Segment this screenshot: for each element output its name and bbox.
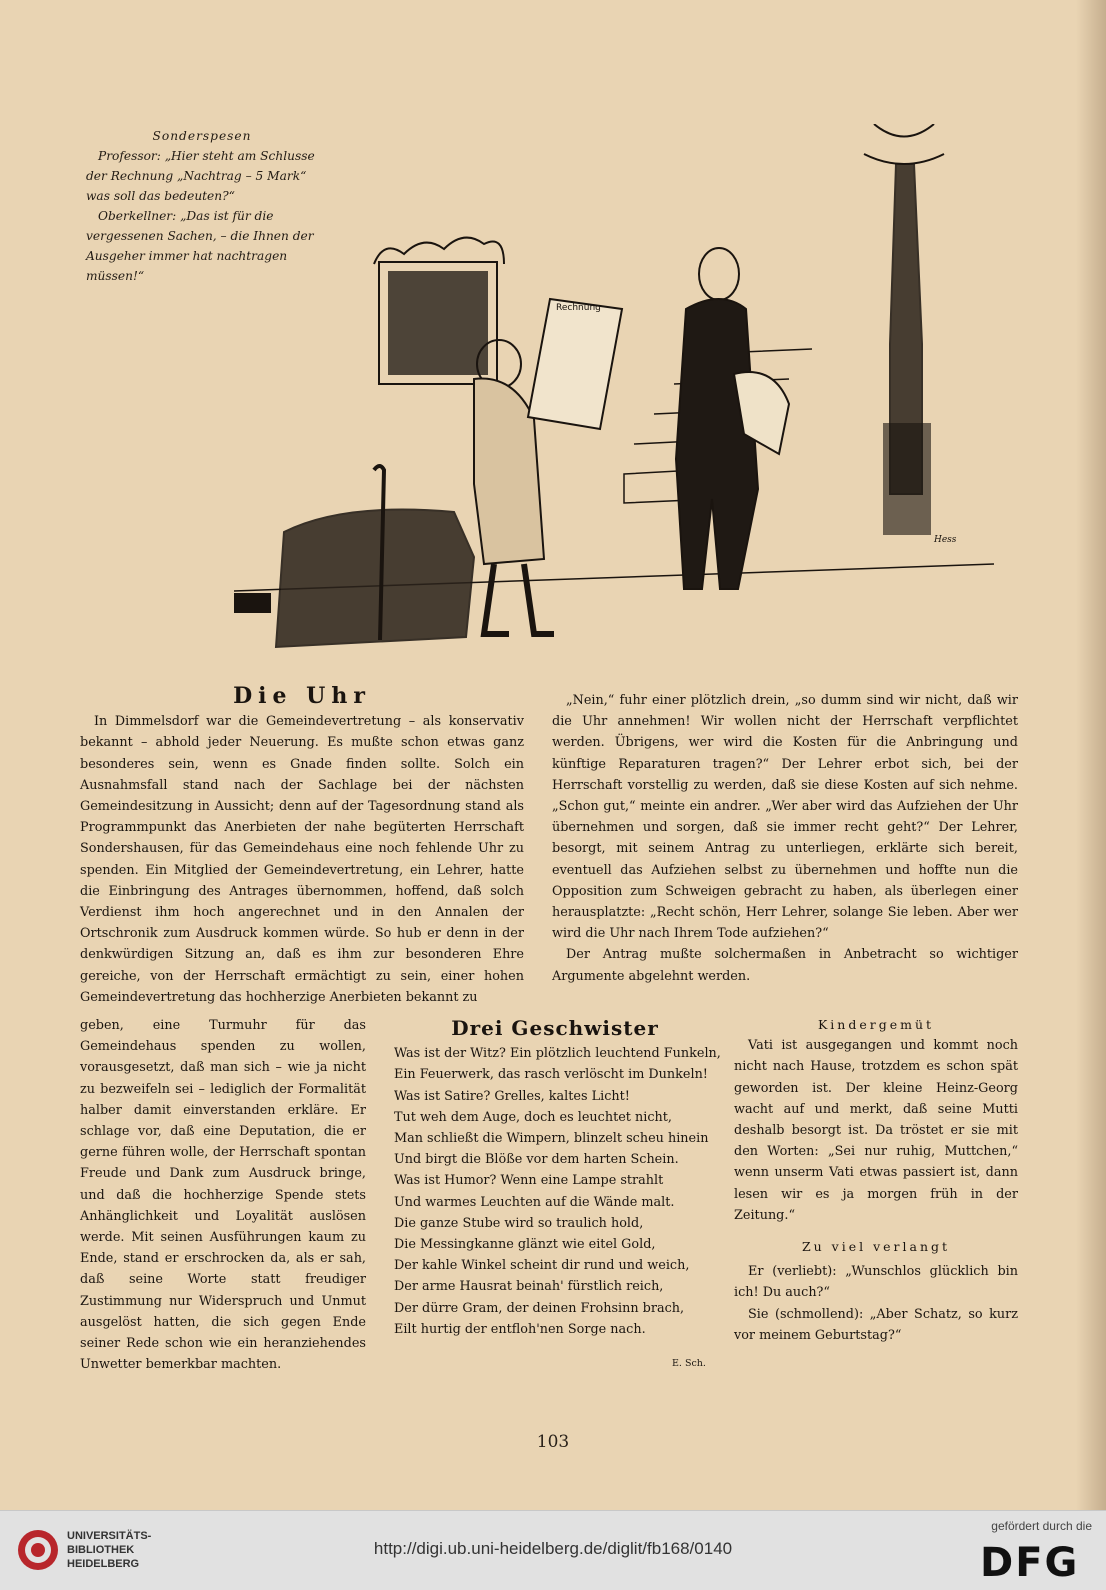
poem-line: Der dürre Gram, der deinen Frohsinn brach, xyxy=(394,1300,685,1316)
article-die-uhr xyxy=(80,683,524,1008)
article-paragraph: „Nein,“ fuhr einer plötzlich drein, „so dumm sind wir nicht, daß wir die Uhr annehmen! Wir wollen nicht der Herrschaft verpflichtet werden. Übrigens, wer wird die Kosten für die Anbringung und künftige Reparaturen tragen?“ Der Lehrer erbot sich, bei der Herrschaft vorstellig zu werden, daß sie diese Kosten auf sich nehme. „Schon gut,“ meinte ein andrer. „Wer aber wird das Aufziehen der Uhr übernehmen und sorgen, daß sie immer recht geht?“ Der Lehrer, besorgt, mit seinem Antrag zu unterliegen, erklärte sich bereit, eventuell das Aufziehen selbst zu übernehmen und hoffte nun die Opposition zum Schweigen gebracht zu haben, als überlegen einer herausplatzte: „Recht schön, Herr Lehrer, solange Sie leben. Aber wer wird die Uhr nach Ihrem Tode aufziehen?“ xyxy=(552,693,1018,942)
trunk xyxy=(276,510,474,648)
funding-note: gefördert durch die xyxy=(991,1519,1092,1533)
dialogue-line: Sie (schmollend): „Aber Schatz, so kurz vor meinem Geburtstag?“ xyxy=(734,1306,1018,1343)
poem-line: Tut weh dem Auge, doch es leuchtet nicht, xyxy=(394,1109,672,1125)
dialogue-line: Er (verliebt): „Wunschlos glücklich bin ich! Du auch?“ xyxy=(734,1264,1018,1301)
poem-line: Man schließt die Wimpern, blinzelt scheu hinein xyxy=(394,1131,709,1147)
poem-line: Der kahle Winkel scheint dir rund und weich, xyxy=(394,1258,690,1274)
top-hat xyxy=(234,594,270,612)
caption-line: Oberkellner: „Das ist für die vergessenen Sachen, – die Ihnen der Ausgeher immer hat nachtragen müssen!“ xyxy=(86,209,314,283)
library-name-line: BIBLIOTHEK xyxy=(67,1544,135,1556)
waiter-head xyxy=(699,248,739,300)
poem-line: Die Messingkanne glänzt wie eitel Gold, xyxy=(394,1237,656,1253)
poem-line: Der arme Hausrat beinah' fürstlich reich, xyxy=(394,1279,664,1295)
article-paragraph: Der Antrag mußte solchermaßen in Anbetracht so wichtiger Argumente abgelehnt werden. xyxy=(552,947,1018,984)
caption-title: Sonderspesen xyxy=(152,129,252,143)
anecdote-text: Vati ist ausgegangen und kommt noch nicht nach Hause, trotzdem es schon spät geworden ist. Der kleine Heinz-Georg wacht auf und merkt, daß seine Mutti deshalb besorgt ist. Da tröstet er sie mit den Worten: „Sei nur ruhig, Muttchen,“ wenn unserm Vati etwas passiert ist, dann lesen wir es ja morgen früh in der Zeitung.“ xyxy=(734,1038,1018,1223)
poem-line: Eilt hurtig der entfloh'nen Sorge nach. xyxy=(394,1321,646,1337)
permalink-url[interactable]: http://digi.ub.uni-heidelberg.de/diglit/fb168/0140 xyxy=(373,1539,733,1558)
article-title: Die Uhr xyxy=(233,683,371,709)
bill-label: Rechnung xyxy=(556,303,601,313)
page-number: 103 xyxy=(536,1432,570,1452)
anecdote-title: Kindergemüt xyxy=(817,1017,935,1032)
article-die-uhr-right xyxy=(552,690,1018,987)
poem-line: Und warmes Leuchten auf die Wände malt. xyxy=(394,1194,675,1210)
caption-line: Professor: „Hier steht am Schlusse der Rechnung „Nachtrag – 5 Mark“ was soll das bedeuten?“ xyxy=(86,149,315,203)
library-name-line: UNIVERSITÄTS- xyxy=(67,1530,152,1542)
poem-drei-geschwister xyxy=(394,1016,721,1340)
library-name-line: HEIDELBERG xyxy=(67,1558,140,1570)
cartoon-illustration xyxy=(234,124,1004,666)
poem-line: Und birgt die Blöße vor dem harten Schein. xyxy=(394,1152,679,1168)
viewer-footer xyxy=(0,1510,1106,1590)
artist-signature: Hess xyxy=(934,535,957,545)
article-paragraph: In Dimmelsdorf war die Gemeindevertretung – als konservativ bekannt – abhold jeder Neuerung. Es mußte schon etwas ganz besonderes sein, wenn es Gnade finden sollte. Solch ein Ausnahmsfall stand nach der Sachlage bei der nächsten Gemeindesitzung in Aussicht; denn auf der Tagesordnung stand als Programmpunkt das Anerbieten der nahe begüterten Herrschaft Sondershausen, für das Gemeindehaus eine noch fehlende Uhr zu spenden. Ein Mitglied der Gemeindevertretung, ein Lehrer, hatte die Einbringung des Antrages übernommen, hoffend, daß solch Verdienst ihm hoch angerechnet und in den Annalen der Ortschronik zum Ausdruck kommen würde. So hub er denn in der denkwürdigen Sitzung an, daß es ihm zur besonderen Ehre gereiche, von der Herrschaft ermächtigt zu sein, einer hohen Gemeindevertretung das hochherzige Anerbieten bekannt zu xyxy=(80,714,524,1005)
poem-line: Was ist der Witz? Ein plötzlich leuchtend Funkeln, xyxy=(394,1046,721,1062)
poem-line: Was ist Humor? Wenn eine Lampe strahlt xyxy=(394,1173,664,1189)
article-die-uhr-continued xyxy=(80,1015,366,1375)
page-edge-shadow xyxy=(1076,0,1106,1510)
anecdote-kindergemuet xyxy=(734,1014,1018,1226)
dfg-logo-text: DFG xyxy=(980,1540,1080,1582)
poem-line: Was ist Satire? Grelles, kaltes Licht! xyxy=(394,1088,630,1104)
anecdote-zu-viel-verlangt xyxy=(734,1236,1018,1346)
article-paragraph: geben, eine Turmuhr für das Gemeindehaus spenden zu wollen, vorausgesetzt, daß man sich – wie ja nicht zu bezweifeln sei – lediglich der Formalität halber damit einverstanden erkläre. Er schlage vor, daß eine Deputation, die er gerne führen wolle, der Herrschaft spontan Freude und Dank zum Ausdruck bringe, und daß die hochherzige Spende stets Anhänglichkeit und Loyalität auslösen werde. Mit seinen Ausführungen kaum zu Ende, stand er erschrocken da, als er sah, daß seine Worte statt freudiger Zustimmung nur Widerspruch und Unmut ausgelöst hatten, die sich gegen Ende seiner Rede schon wie ein heranziehendes Unwetter bemerkbar machten. xyxy=(80,1018,366,1373)
dfg-logo[interactable] xyxy=(978,1538,1086,1582)
poem-line: Ein Feuerwerk, das rasch verlöscht im Dunkeln! xyxy=(394,1067,708,1083)
bill xyxy=(528,299,622,429)
poem-author: E. Sch. xyxy=(672,1358,706,1369)
poem-line: Die ganze Stube wird so traulich hold, xyxy=(394,1215,644,1231)
anecdote-title: Zu viel verlangt xyxy=(801,1239,951,1254)
poem-title: Drei Geschwister xyxy=(451,1016,659,1040)
